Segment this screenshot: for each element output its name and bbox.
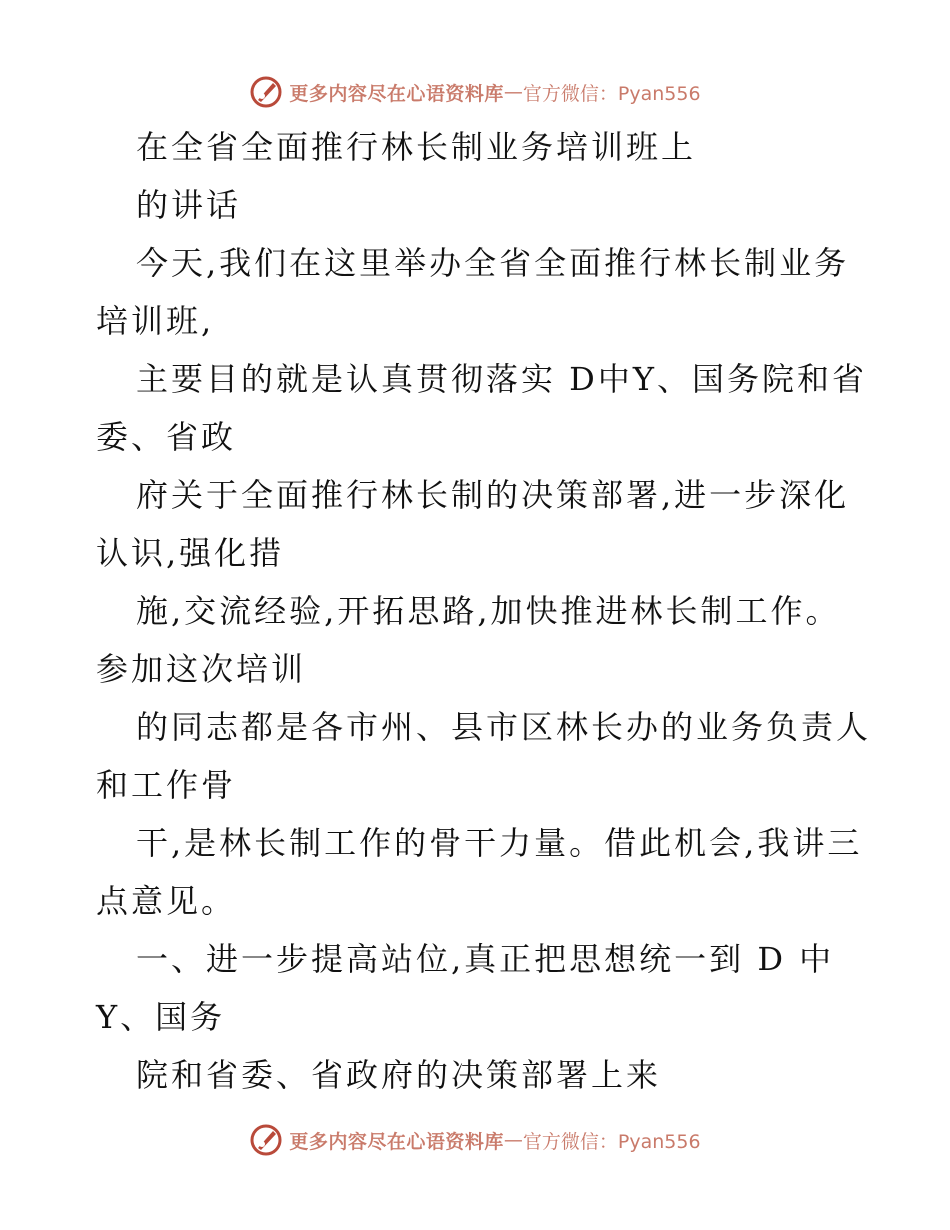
text-line: 府关于全面推行林长制的决策部署,进一步深化 [136, 476, 850, 514]
text-line: 培训班, [96, 302, 215, 340]
text-line: 点意见。 [96, 882, 237, 920]
quill-seal-icon [249, 1123, 283, 1157]
banner-text: 更多内容尽在心语资料库 [289, 82, 504, 105]
text-line: 施,交流经验,开拓思路,加快推进林长制工作。 [136, 592, 841, 630]
document-body [96, 118, 872, 1104]
text-line: 干,是林长制工作的骨干力量。借此机会,我讲三 [136, 824, 863, 862]
text-line: 院和省委、省政府的决策部署上来 [136, 1056, 662, 1094]
footer-banner [0, 1120, 950, 1160]
text-line: 委、省政 [96, 418, 237, 456]
text-line: Y、国务 [96, 998, 226, 1036]
banner-separator: — [503, 81, 523, 103]
text-line: 和工作骨 [96, 766, 237, 804]
quill-seal-icon [249, 75, 283, 109]
text-line: 在全省全面推行林长制业务培训班上 [136, 128, 697, 166]
banner-separator: — [503, 1129, 523, 1151]
text-line: 今天,我们在这里举办全省全面推行林长制业务 [136, 244, 850, 282]
text-line: 参加这次培训 [96, 650, 307, 688]
text-line: 一、进一步提高站位,真正把思想统一到 D 中 [136, 940, 835, 978]
text-line: 的同志都是各市州、县市区林长办的业务负责人 [136, 708, 872, 746]
banner-contact: 官方微信：Pyan556 [522, 1130, 701, 1153]
text-line: 主要目的就是认真贯彻落实 D中Y、国务院和省 [136, 360, 867, 398]
text-line: 的讲话 [136, 186, 242, 224]
text-line: 认识,强化措 [96, 534, 285, 572]
banner-contact: 官方微信：Pyan556 [522, 82, 701, 105]
banner-text: 更多内容尽在心语资料库 [289, 1130, 504, 1153]
header-banner [0, 72, 950, 112]
